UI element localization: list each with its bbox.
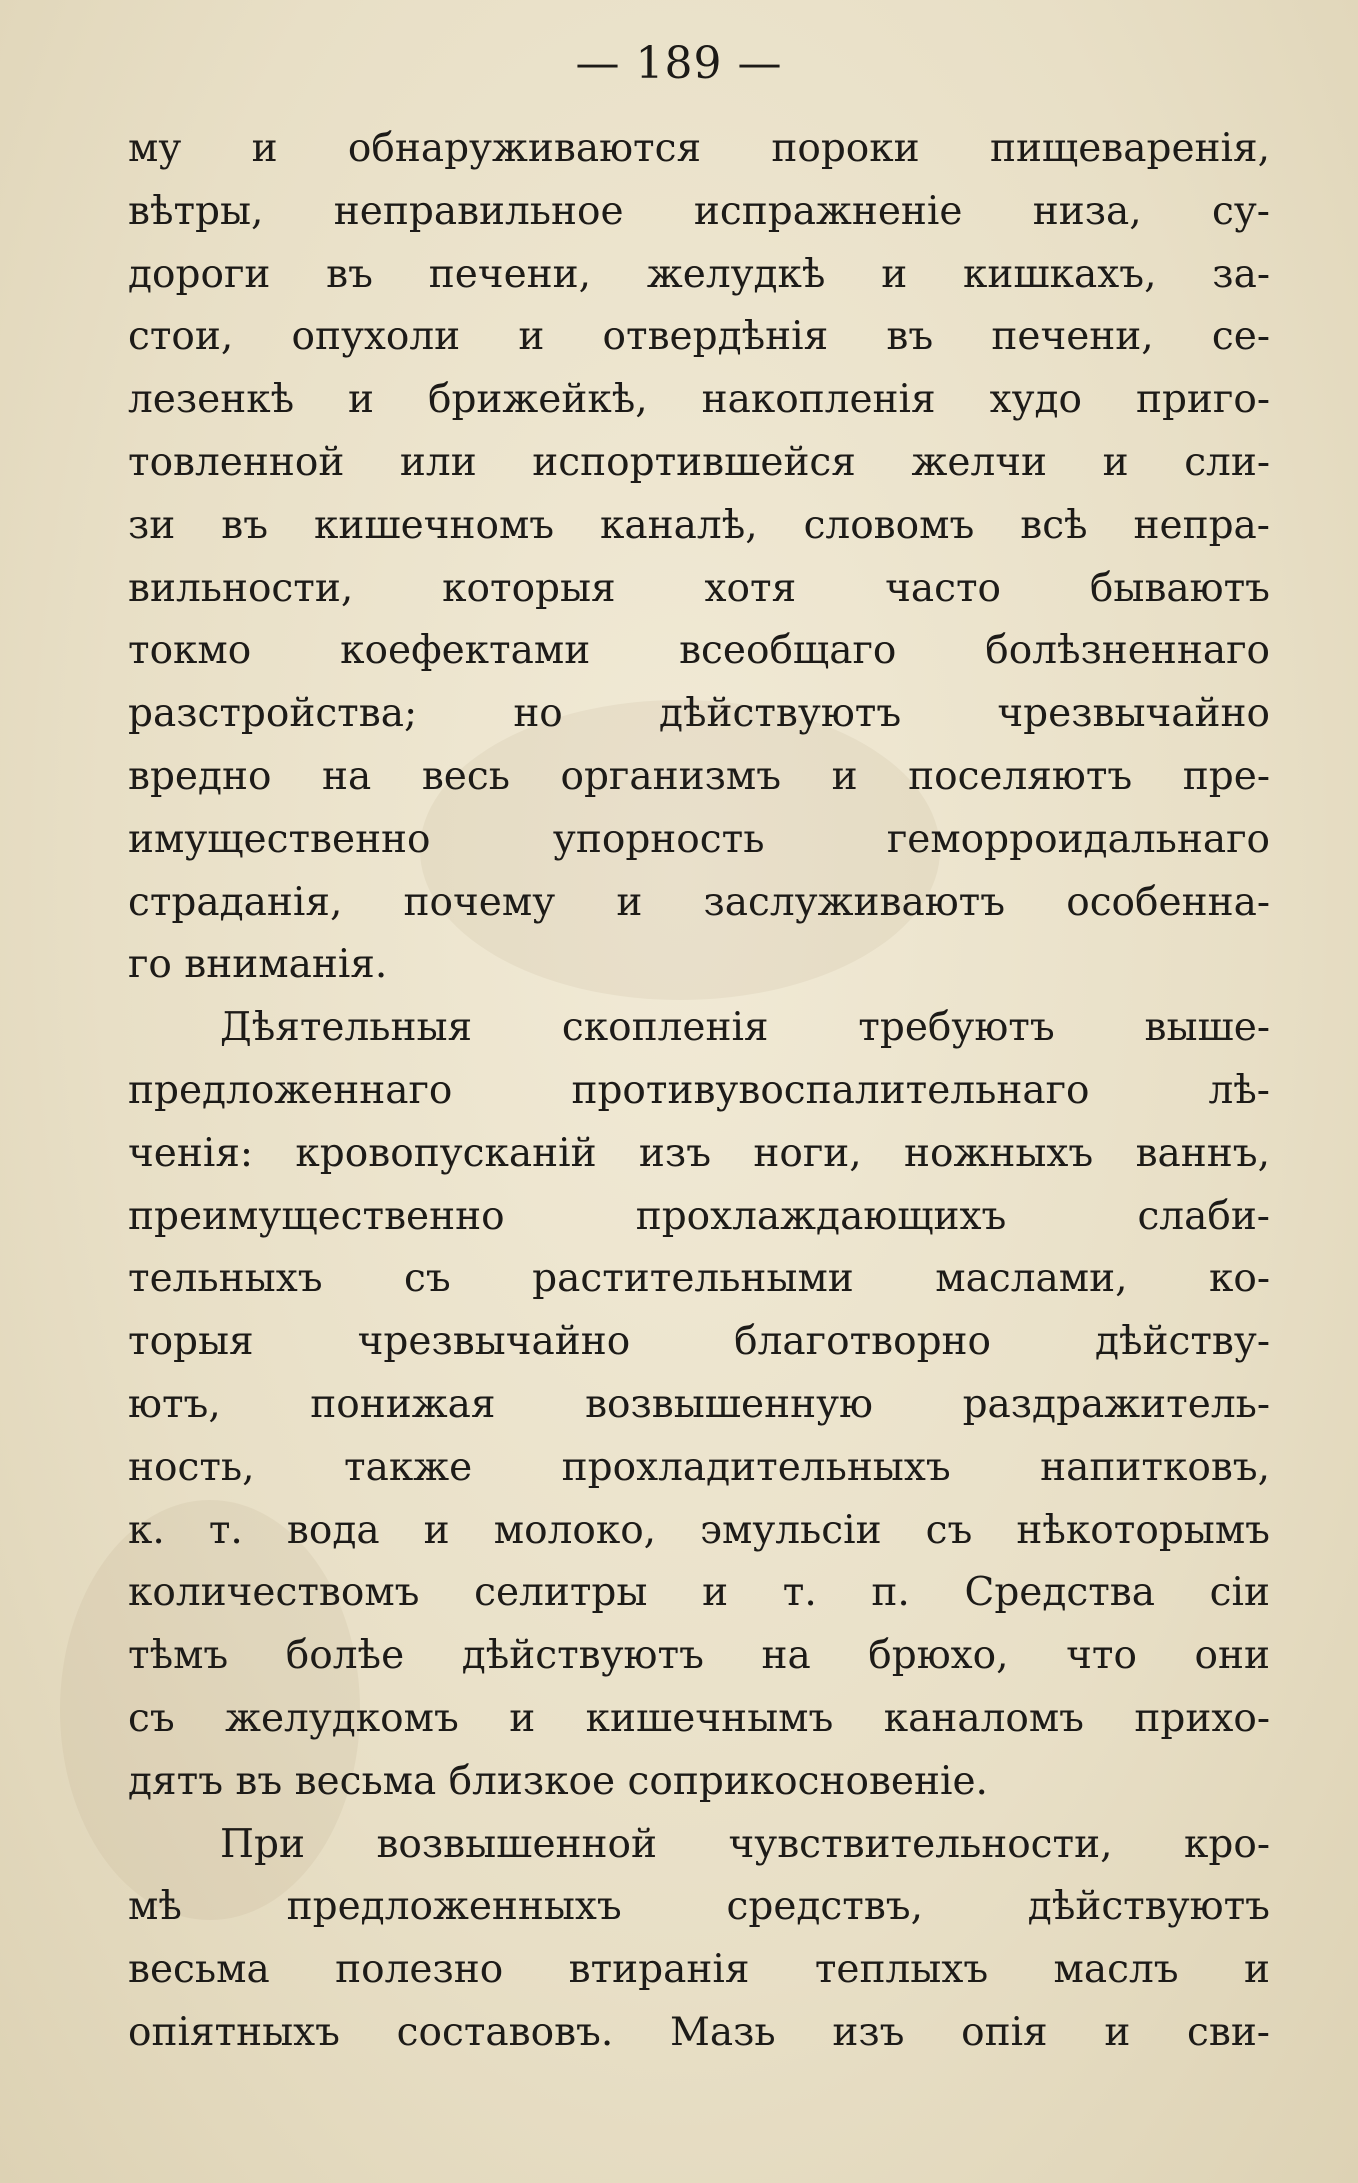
text-line: вредно на весь организмъ и поселяютъ пре- <box>128 753 1270 799</box>
text-line: ченія: кровопусканій изъ ноги, ножныхъ ваннъ, <box>128 1130 1270 1176</box>
text-line: разстройства; но дѣйствуютъ чрезвычайно <box>128 691 1270 737</box>
text-line: вѣтры, неправильное испражненіе низа, су- <box>128 188 1270 234</box>
text-line: мѣ предложенныхъ средствъ, дѣйствуютъ <box>128 1884 1270 1930</box>
text-line: количествомъ селитры и т. п. Средства сіи <box>128 1570 1270 1616</box>
text-line: стои, опухоли и отвердѣнія въ печени, се- <box>128 314 1270 360</box>
text-line: вильности, которыя хотя часто бываютъ <box>128 565 1270 611</box>
text-line: Дѣятельныя скопленія требуютъ выше- <box>220 1005 1270 1051</box>
text-line: товленной или испортившейся желчи и сли- <box>128 439 1270 485</box>
text-line: ность, также прохладительныхъ напитковъ, <box>128 1444 1270 1490</box>
text-line: му и обнаруживаются пороки пищеваренія, <box>128 126 1270 171</box>
text-line: зи въ кишечномъ каналѣ, словомъ всѣ непра- <box>128 502 1270 548</box>
body-text <box>128 118 1270 2065</box>
text-line: го вниманія. <box>128 942 388 988</box>
text-line: преимущественно прохлаждающихъ слаби- <box>128 1193 1270 1239</box>
text-line: тельныхъ съ растительными маслами, ко- <box>128 1256 1270 1302</box>
text-line: к. т. вода и молоко, эмульсіи съ нѣкоторымъ <box>128 1507 1270 1553</box>
text-line: дороги въ печени, желудкѣ и кишкахъ, за- <box>128 251 1270 297</box>
text-line: токмо коефектами всеобщаго болѣзненнаго <box>128 628 1270 674</box>
text-line: дятъ въ весьма близкое соприкосновеніе. <box>128 1758 988 1804</box>
text-line: лезенкѣ и брижейкѣ, накопленія худо приго- <box>128 377 1270 423</box>
text-line: опіятныхъ составовъ. Мазь изъ опія и сви- <box>128 2009 1270 2055</box>
text-line: ютъ, понижая возвышенную раздражитель- <box>128 1381 1270 1427</box>
text-line: При возвышенной чувствительности, кро- <box>220 1821 1270 1867</box>
page-number: — 189 — <box>575 38 783 89</box>
text-line: весьма полезно втиранія теплыхъ маслъ и <box>128 1947 1270 1993</box>
text-line: страданія, почему и заслуживаютъ особенна- <box>128 879 1270 925</box>
text-line: торыя чрезвычайно благотворно дѣйству- <box>128 1319 1270 1365</box>
text-line: предложеннаго противувоспалительнаго лѣ- <box>128 1067 1270 1113</box>
text-line: съ желудкомъ и кишечнымъ каналомъ прихо- <box>128 1695 1270 1741</box>
text-line: тѣмъ болѣе дѣйствуютъ на брюхо, что они <box>128 1633 1270 1679</box>
text-line: имущественно упорность геморроидальнаго <box>128 816 1270 862</box>
